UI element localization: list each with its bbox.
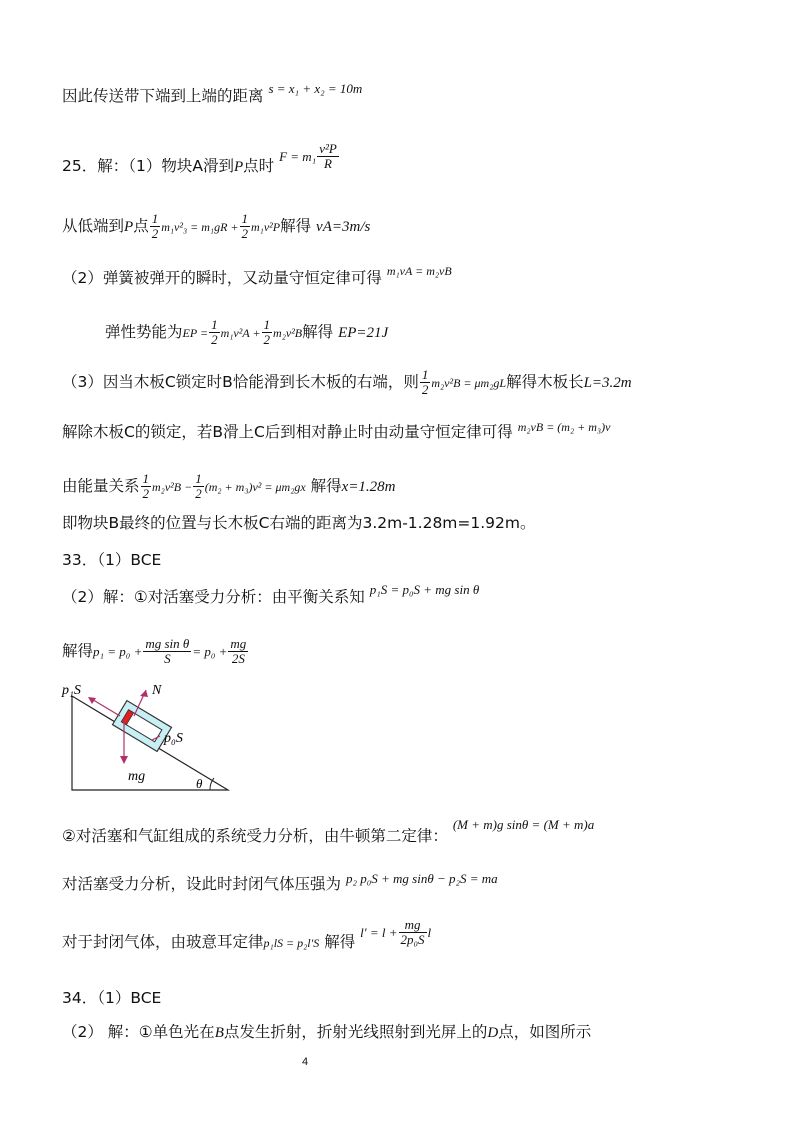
energy-result: vA=3m/s bbox=[316, 219, 371, 235]
relation-half-den-1: 2 bbox=[142, 486, 150, 501]
p1-eq-1: p₁ = p₀ + bbox=[93, 644, 143, 659]
half-den: 2 bbox=[151, 226, 159, 241]
q34-text-a: （2） 解：①单色光在 bbox=[62, 1023, 215, 1041]
board-text: （3）因当木板C锁定时B恰能滑到长木板的右端，则 bbox=[62, 373, 419, 391]
unlock-text: 解除木板C的锁定，若B滑上C后到相对静止时由动量守恒定律可得 bbox=[62, 423, 513, 441]
half-num: 1 bbox=[151, 211, 159, 226]
q25-force-eq: F = m₁ bbox=[279, 149, 317, 164]
line-momentum bbox=[62, 264, 452, 289]
p1-frac-2-den: 2S bbox=[231, 651, 245, 666]
p1S-arrow bbox=[90, 698, 120, 716]
distance-text: 因此传送带下端到上端的距离 bbox=[62, 87, 264, 105]
p1-frac-1-num: mg sin θ bbox=[145, 636, 190, 651]
half-den-2: 2 bbox=[241, 226, 248, 241]
momentum-text: （2）弹簧被弹开的瞬时，又动量守恒定律可得 bbox=[62, 269, 382, 287]
label-theta: θ bbox=[196, 776, 203, 791]
relation-solve: 解得 bbox=[310, 477, 342, 495]
boyle-frac-den: 2p₀S bbox=[400, 932, 425, 947]
system-text: ②对活塞和气缸组成的系统受力分析，由牛顿第二定律： bbox=[62, 827, 448, 845]
boyle-result-eq: l′ = l + bbox=[360, 925, 398, 940]
cylinder-block bbox=[113, 701, 172, 752]
line-unlock bbox=[62, 422, 610, 443]
energy-text-b: 点 bbox=[133, 217, 149, 235]
q34-point-d: D bbox=[487, 1025, 499, 1041]
elastic-eq-1: EP = bbox=[182, 326, 209, 340]
p1-solve-text: 解得 bbox=[62, 642, 94, 660]
line-energy-relation bbox=[62, 472, 396, 501]
q25-fraction bbox=[317, 142, 339, 171]
line-final-position bbox=[62, 513, 536, 533]
boyle-equation: p₁lS = p₂l′S bbox=[263, 936, 320, 950]
piston-equation: p₂ p₀S + mg sinθ − p₂S = ma bbox=[345, 871, 498, 886]
p1-frac-2-num: mg bbox=[230, 636, 247, 651]
p1-frac-1 bbox=[143, 637, 191, 666]
q33-solve-p1 bbox=[62, 637, 249, 666]
q33-balance-eq: p₁S = p₀S + mg sin θ bbox=[369, 582, 480, 597]
q33-part2 bbox=[62, 582, 480, 608]
q25-tail: 点时 bbox=[243, 157, 275, 175]
q25-part1 bbox=[62, 141, 340, 181]
elastic-half-num-2: 1 bbox=[263, 317, 271, 332]
incline-force-diagram bbox=[60, 680, 250, 800]
p1-frac-1-den: S bbox=[164, 651, 171, 666]
board-result: L=3.2m bbox=[583, 375, 632, 391]
half-fraction-2 bbox=[240, 212, 251, 241]
momentum-equation: m₁vA = m₂vB bbox=[386, 264, 452, 278]
label-p0S: p₀S bbox=[164, 731, 183, 746]
elastic-text: 弹性势能为 bbox=[105, 323, 183, 341]
boyle-solve: 解得 bbox=[324, 933, 356, 951]
relation-half-den-2: 2 bbox=[195, 486, 202, 501]
board-half bbox=[420, 368, 431, 397]
q25-point-p: P bbox=[233, 159, 244, 175]
p1-frac-2 bbox=[228, 637, 248, 666]
energy-equation: m₁v²₃ = m₁gR + bbox=[161, 220, 239, 234]
relation-result: x=1.28m bbox=[341, 479, 396, 495]
line-distance bbox=[62, 81, 363, 107]
label-p1S: p₁S bbox=[62, 683, 81, 698]
q33-piston bbox=[62, 871, 498, 895]
q25-fraction-den: R bbox=[324, 156, 332, 171]
board-solve: 解得木板长 bbox=[506, 373, 584, 391]
boyle-frac bbox=[399, 918, 427, 947]
final-position-text: 即物块B最终的位置与长木板C右端的距离为3.2m-1.28m=1.92m。 bbox=[62, 514, 536, 532]
label-mg: mg bbox=[128, 769, 146, 784]
q34-part2 bbox=[62, 1022, 591, 1043]
energy-text-a: 从低端到 bbox=[62, 217, 125, 235]
elastic-solve: 解得 bbox=[302, 323, 334, 341]
q25-label: 25．解：（1）物块A滑到 bbox=[62, 157, 234, 175]
elastic-half-2 bbox=[262, 318, 273, 347]
boyle-result-tail: l bbox=[427, 925, 432, 940]
half-fraction bbox=[150, 212, 161, 241]
line-energy-bottom bbox=[62, 212, 370, 241]
q33-balance-text: （2）解：①对活塞受力分析：由平衡关系知 bbox=[62, 588, 365, 606]
relation-half-1 bbox=[141, 472, 152, 501]
mg-arrowhead bbox=[120, 756, 128, 764]
elastic-half-1 bbox=[209, 318, 220, 347]
q34-text-c: 点，如图所示 bbox=[498, 1023, 592, 1041]
elastic-eq-2: m₁v²A + bbox=[220, 326, 261, 340]
unlock-equation: m₂vB = (m₂ + m₃)v bbox=[517, 420, 611, 434]
board-half-den: 2 bbox=[421, 382, 429, 397]
relation-half-num-2: 1 bbox=[195, 471, 202, 486]
board-equation: m₂v²B = μm₂gL bbox=[431, 376, 507, 390]
q25-fraction-num: v²P bbox=[319, 141, 337, 156]
elastic-eq-3: m₂v²B bbox=[273, 326, 303, 340]
distance-equation: s = x₁ + x₂ = 10m bbox=[268, 81, 363, 96]
elastic-result: EP=21J bbox=[338, 325, 389, 341]
relation-text: 由能量关系 bbox=[62, 477, 140, 495]
relation-eq-1: m₂v²B − bbox=[152, 480, 193, 494]
q33-answer: 33．（1）BCE bbox=[62, 551, 162, 569]
boyle-text: 对于封闭气体，由玻意耳定律 bbox=[62, 933, 264, 951]
energy-solve: 解得 bbox=[280, 217, 312, 235]
q34-text-b: 点发生折射，折射光线照射到光屏上的 bbox=[223, 1023, 488, 1041]
board-half-num: 1 bbox=[421, 367, 429, 382]
relation-eq-2: (m₂ + m₃)v² = μm₂gx bbox=[204, 480, 306, 494]
q33-boyle bbox=[62, 917, 432, 957]
q33-part1 bbox=[62, 550, 161, 570]
relation-half-num-1: 1 bbox=[142, 471, 150, 486]
half-num-2: 1 bbox=[241, 211, 248, 226]
q34-point-b: B bbox=[214, 1025, 224, 1041]
q34-part1 bbox=[62, 988, 161, 1008]
elastic-half-den-2: 2 bbox=[263, 332, 271, 347]
page-number: 4 bbox=[302, 1056, 309, 1068]
system-equation: (M + m)g sinθ = (M + m)a bbox=[452, 817, 595, 832]
elastic-half-den-1: 2 bbox=[211, 332, 218, 347]
boyle-frac-num: mg bbox=[399, 918, 427, 933]
q34-answer: 34．（1）BCE bbox=[62, 989, 162, 1007]
energy-point-p: P bbox=[124, 219, 134, 235]
line-board-length bbox=[62, 368, 632, 397]
normal-arrowhead bbox=[140, 690, 148, 697]
piston-text: 对活塞受力分析，设此时封闭气体压强为 bbox=[62, 875, 342, 893]
energy-equation-2: m₁v²P bbox=[251, 220, 281, 234]
relation-half-2 bbox=[193, 472, 204, 501]
label-N: N bbox=[152, 683, 162, 698]
p1-eq-2: = p₀ + bbox=[192, 644, 228, 659]
line-elastic-energy bbox=[105, 318, 388, 347]
elastic-half-num-1: 1 bbox=[211, 317, 218, 332]
